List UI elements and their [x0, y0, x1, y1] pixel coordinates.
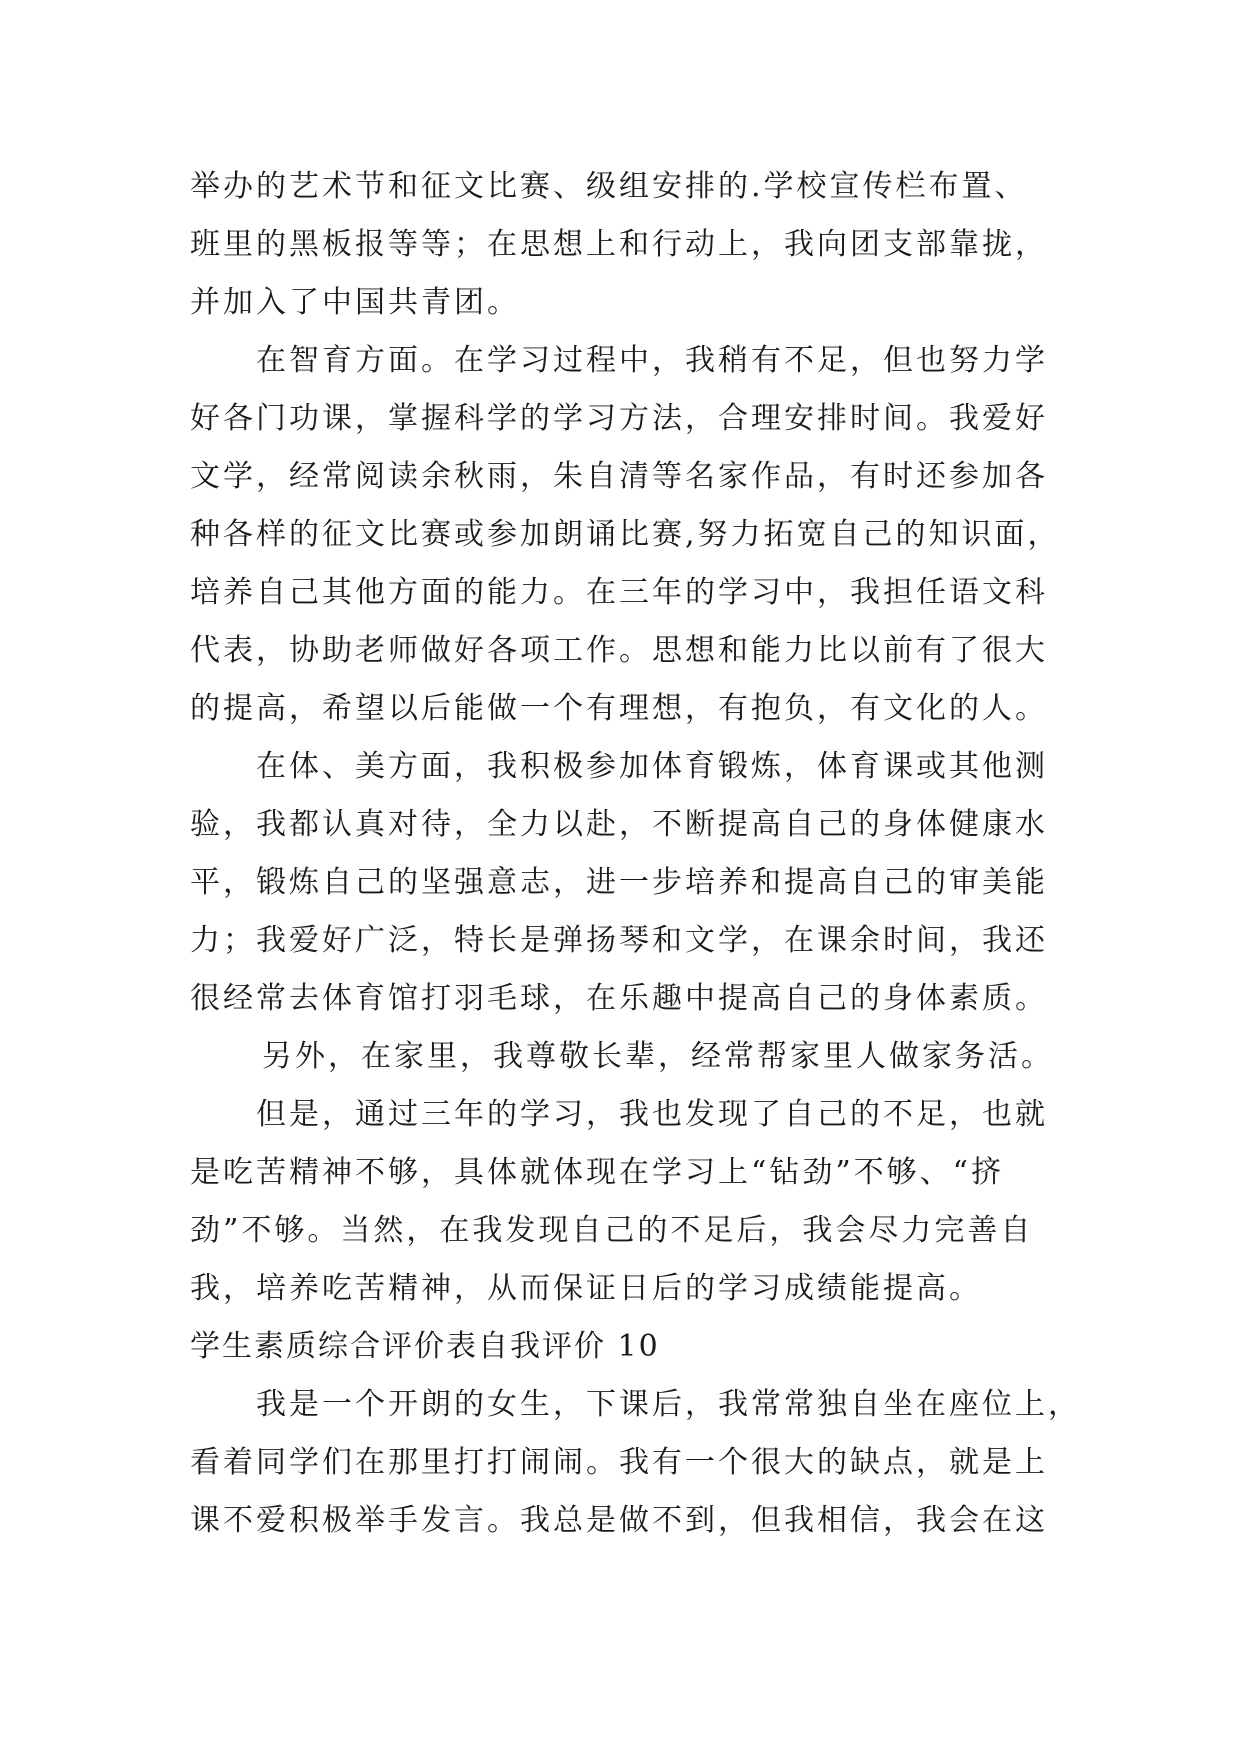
- text-line: 验，我都认真对待，全力以赴，不断提高自己的身体健康水: [190, 807, 1048, 842]
- text-line: 看着同学们在那里打打闹闹。我有一个很大的缺点，就是上: [190, 1445, 1048, 1480]
- paragraph-start-line: 在智育方面。在学习过程中，我稍有不足，但也努力学: [256, 343, 1048, 378]
- text-line: 很经常去体育馆打羽毛球，在乐趣中提高自己的身体素质。: [190, 981, 1048, 1016]
- text-line: 好各门功课，掌握科学的学习方法，合理安排时间。我爱好: [190, 401, 1048, 436]
- text-line: 劲”不够。当然，在我发现自己的不足后，我会尽力完善自: [190, 1213, 1034, 1248]
- text-line: 班里的黑板报等等；在思想上和行动上，我向团支部靠拢，: [190, 227, 1048, 262]
- text-line: 的提高，希望以后能做一个有理想，有抱负，有文化的人。: [190, 691, 1048, 726]
- text-line: 文学，经常阅读余秋雨，朱自清等名家作品，有时还参加各: [190, 459, 1048, 494]
- text-line: 代表，协助老师做好各项工作。思想和能力比以前有了很大: [190, 633, 1048, 668]
- paragraph-start-line: 在体、美方面，我积极参加体育锻炼，体育课或其他测: [256, 749, 1048, 784]
- text-line: 并加入了中国共青团。: [190, 285, 520, 320]
- text-line: 举办的艺术节和征文比赛、级组安排的.学校宣传栏布置、: [190, 169, 1028, 204]
- text-line: 力；我爱好广泛，特长是弹扬琴和文学，在课余时间，我还: [190, 923, 1048, 958]
- paragraph-start-line: 另外，在家里，我尊敬长辈，经常帮家里人做家务活。: [262, 1039, 1054, 1074]
- paragraph-start-line: 我是一个开朗的女生，下课后，我常常独自坐在座位上，: [256, 1387, 1081, 1422]
- text-line: 课不爱积极举手发言。我总是做不到，但我相信，我会在这: [190, 1503, 1048, 1538]
- paragraph-start-line: 但是，通过三年的学习，我也发现了自己的不足，也就: [256, 1097, 1048, 1132]
- text-line: 培养自己其他方面的能力。在三年的学习中，我担任语文科: [190, 575, 1048, 610]
- text-line: 是吃苦精神不够，具体就体现在学习上“钻劲”不够、“挤: [190, 1155, 1005, 1190]
- text-line: 平，锻炼自己的坚强意志，进一步培养和提高自己的审美能: [190, 865, 1048, 900]
- section-heading: 学生素质综合评价表自我评价 10: [190, 1329, 660, 1364]
- document-body: [190, 158, 1081, 1550]
- text-line: 种各样的征文比赛或参加朗诵比赛,努力拓宽自己的知识面，: [190, 517, 1061, 552]
- text-line: 我，培养吃苦精神，从而保证日后的学习成绩能提高。: [190, 1271, 982, 1306]
